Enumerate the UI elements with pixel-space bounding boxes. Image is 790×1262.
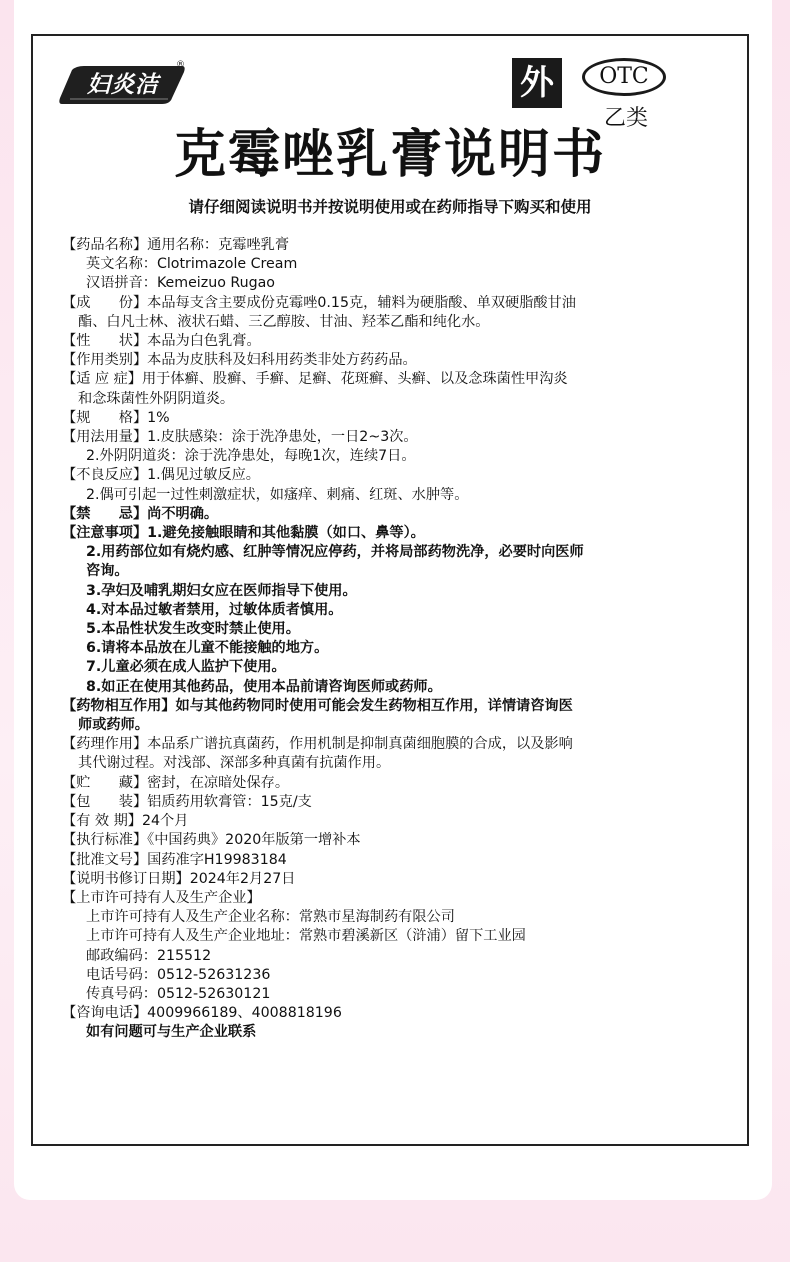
section-label: 【适 应 症】 xyxy=(62,371,142,388)
registered-mark: ® xyxy=(176,60,185,70)
section-label: 【药品名称】 xyxy=(62,237,148,253)
section-indications: 【适 应 症】用于体癣、股癣、手癣、足癣、花斑癣、头癣、以及念珠菌性甲沟炎 xyxy=(62,371,568,388)
section-usage: 【用法用量】1.皮肤感染：涂于洗净患处，一日2~3次。 xyxy=(62,429,418,446)
section-standard: 【执行标准】《中国药典》2020年版第一增补本 xyxy=(62,832,361,849)
section-pharmacology: 【药理作用】本品系广谱抗真菌药，作用机制是抑制真菌细胞膜的合成，以及影响 xyxy=(62,736,573,753)
holder-fax: 传真号码：0512-52630121 xyxy=(86,985,271,1002)
section-label: 【贮 藏】 xyxy=(62,774,148,791)
section-label: 【有 效 期】 xyxy=(62,813,142,830)
section-storage: 【贮 藏】密封，在凉暗处保存。 xyxy=(62,774,290,791)
section-holder: 【上市许可持有人及生产企业】 xyxy=(62,889,261,906)
holder-phone: 电话号码：0512-52631236 xyxy=(86,966,271,983)
section-revision: 【说明书修订日期】2024年2月27日 xyxy=(62,870,296,887)
brand-name: 妇炎洁 xyxy=(87,72,159,98)
section-label: 【成 份】 xyxy=(62,294,148,311)
section-adverse: 【不良反应】1.偶见过敏反应。 xyxy=(62,467,260,484)
section-label: 【禁 忌】 xyxy=(62,505,148,522)
section-interactions: 【药物相互作用】如与其他药物同时使用可能会发生药物相互作用，详情请咨询医 xyxy=(62,697,573,714)
section-label: 【药理作用】 xyxy=(62,736,148,753)
holder-address: 上市许可持有人及生产企业地址：常熟市碧溪新区（浒浦）留下工业园 xyxy=(86,928,526,945)
page-title: 克霉唑乳膏说明书 xyxy=(173,125,606,185)
leaflet-body xyxy=(62,236,722,1043)
section-label: 【性 状】 xyxy=(62,333,148,350)
section-label: 【药物相互作用】 xyxy=(62,697,176,714)
section-precautions: 【注意事项】1.避免接触眼睛和其他黏膜（如口、鼻等）。 xyxy=(62,525,425,542)
text-line: 2.外阴阴道炎：涂于洗净患处，每晚1次，连续7日。 xyxy=(86,448,416,465)
footer-note: 如有问题可与生产企业联系 xyxy=(86,1024,257,1041)
section-ingredients: 【成 份】本品每支含主要成份克霉唑0.15克，辅料为硬脂酸、单双硬脂酸甘油 xyxy=(62,294,576,311)
section-spec: 【规 格】1% xyxy=(62,409,170,426)
text-line: 3.孕妇及哺乳期妇女应在医师指导下使用。 xyxy=(86,582,357,599)
pinyin-name: 汉语拼音：Kemeizuo Rugao xyxy=(86,275,275,292)
text-line: 咨询。 xyxy=(86,563,129,580)
section-properties: 【性 状】本品为白色乳膏。 xyxy=(62,333,261,350)
holder-postcode: 邮政编码：215512 xyxy=(86,947,212,964)
external-use-badge: 外 xyxy=(512,58,562,108)
section-hotline: 【咨询电话】4009966189、4008818196 xyxy=(62,1005,342,1022)
section-package: 【包 装】铝质药用软膏管：15克/支 xyxy=(62,793,312,810)
section-label: 【作用类别】 xyxy=(62,352,148,369)
section-label: 【不良反应】 xyxy=(62,467,148,484)
section-label: 【执行标准】 xyxy=(62,832,148,849)
section-contraindications: 【禁 忌】尚不明确。 xyxy=(62,505,219,522)
text-line: 5.本品性状发生改变时禁止使用。 xyxy=(86,621,300,638)
holder-name: 上市许可持有人及生产企业名称：常熟市星海制药有限公司 xyxy=(86,909,455,926)
section-label: 【说明书修订日期】 xyxy=(62,870,190,887)
english-name: 英文名称：Clotrimazole Cream xyxy=(86,256,298,273)
text-line: 7.儿童必须在成人监护下使用。 xyxy=(86,659,286,676)
text-line: 8.如正在使用其他药品，使用本品前请咨询医师或药师。 xyxy=(86,678,442,695)
section-label: 【咨询电话】 xyxy=(62,1005,148,1022)
otc-class-label: 乙类 xyxy=(603,106,648,131)
section-name: 【药品名称】通用名称：克霉唑乳膏 xyxy=(62,237,290,253)
text-line: 其代谢过程。对浅部、深部多种真菌有抗菌作用。 xyxy=(78,755,391,772)
section-label: 【注意事项】 xyxy=(62,525,148,542)
text-line: 和念珠菌性外阴阴道炎。 xyxy=(78,390,235,407)
brand-logo xyxy=(58,66,186,104)
section-validity: 【有 效 期】24个月 xyxy=(62,813,189,830)
text-line: 2.偶可引起一过性刺激症状，如瘙痒、刺痛、红斑、水肿等。 xyxy=(86,486,469,503)
text-line: 4.对本品过敏者禁用，过敏体质者慎用。 xyxy=(86,601,343,618)
section-category: 【作用类别】本品为皮肤科及妇科用药类非处方药药品。 xyxy=(62,352,417,369)
section-label: 【用法用量】 xyxy=(62,429,148,446)
page-subtitle: 请仔细阅读说明书并按说明使用或在药师指导下购买和使用 xyxy=(188,198,592,216)
otc-badge: OTC xyxy=(582,58,666,96)
text-line: 师或药师。 xyxy=(78,717,149,734)
section-label: 【包 装】 xyxy=(62,793,148,810)
text-line: 6.请将本品放在儿童不能接触的地方。 xyxy=(86,640,329,657)
section-label: 【规 格】 xyxy=(62,409,148,426)
section-approval: 【批准文号】国药准字H19983184 xyxy=(62,851,287,868)
text-line: 酯、白凡士林、液状石蜡、三乙醇胺、甘油、羟苯乙酯和纯化水。 xyxy=(78,313,490,330)
text-line: 2.用药部位如有烧灼感、红肿等情况应停药，并将局部药物洗净，必要时向医师 xyxy=(86,544,584,561)
section-label: 【批准文号】 xyxy=(62,851,148,868)
